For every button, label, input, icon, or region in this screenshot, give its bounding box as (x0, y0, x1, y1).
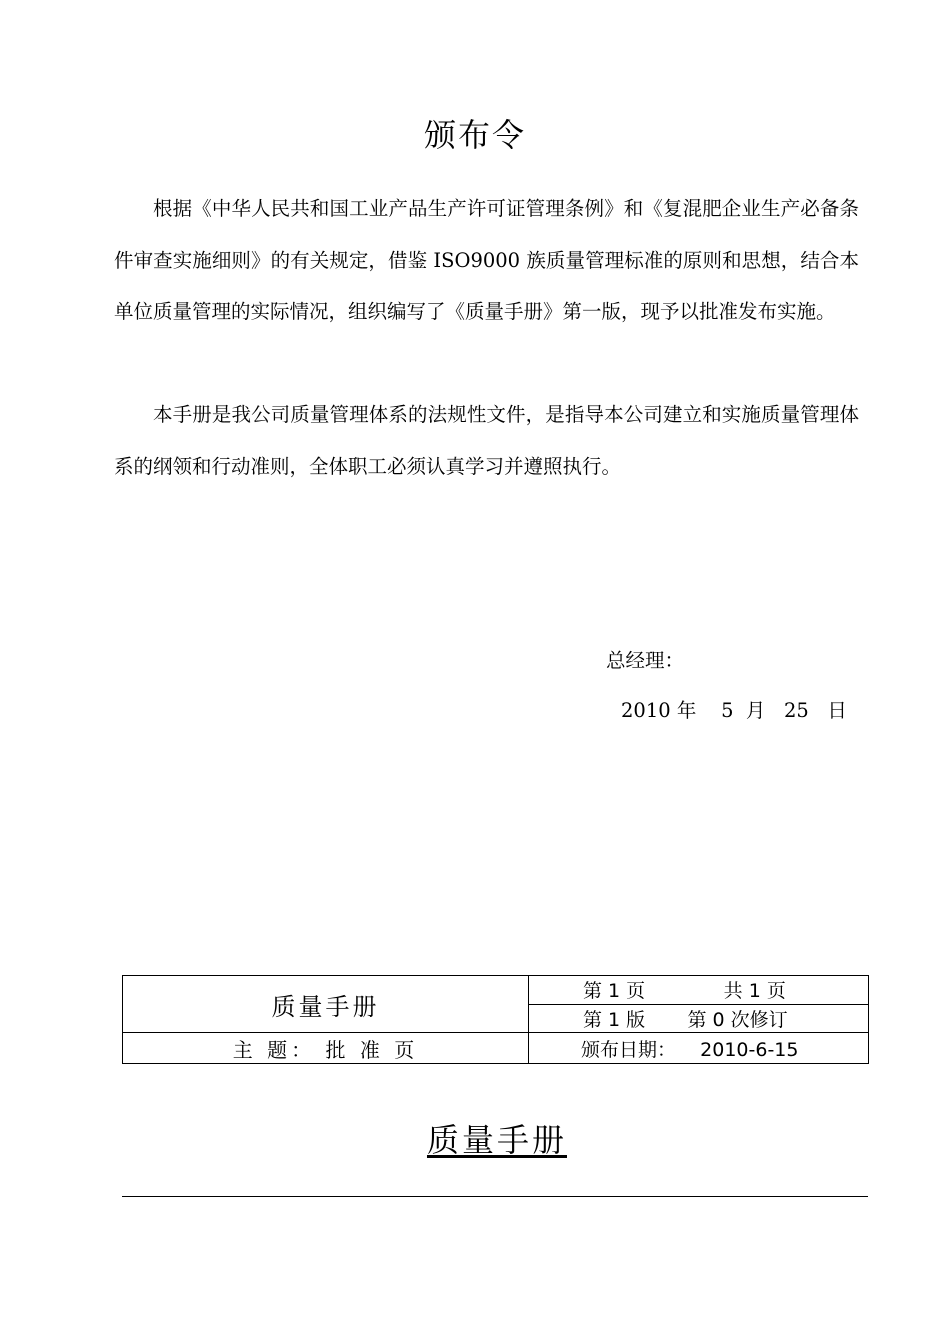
footer-table (122, 975, 869, 1064)
bottom-title-text: 质量手册 (426, 1121, 567, 1159)
version-info-cell: 第 1 版 第 0 次修订 (529, 1004, 869, 1033)
paragraph-1: 根据《中华人民共和国工业产品生产许可证管理条例》和《复混肥企业生产必备条件审查实施细则》的有关规定，借鉴 ISO9000 族质量管理标准的原则和思想，结合本单位质量管理的实际情况，组织编写了《质量手册》第一版，现予以批准发布实施。 (114, 197, 859, 323)
bottom-rule (122, 1196, 868, 1197)
issue-date-line: 2010 年 5 月 25 日 (621, 699, 847, 722)
document-title: 颁布令 (423, 116, 526, 154)
issue-date-cell: 颁布日期： 2010-6-15 (529, 1033, 869, 1064)
page-info-cell: 第 1 页 共 1 页 (529, 976, 869, 1005)
subject-cell: 主 题： 批 准 页 (123, 1033, 529, 1064)
bottom-title (0, 1117, 950, 1163)
signature-label: 总经理： (606, 649, 685, 672)
paragraph-2: 本手册是我公司质量管理体系的法规性文件，是指导本公司建立和实施质量管理体系的纲领和行动准则，全体职工必须认真学习并遵照执行。 (114, 403, 859, 478)
manual-title-cell: 质量手册 (123, 976, 529, 1033)
